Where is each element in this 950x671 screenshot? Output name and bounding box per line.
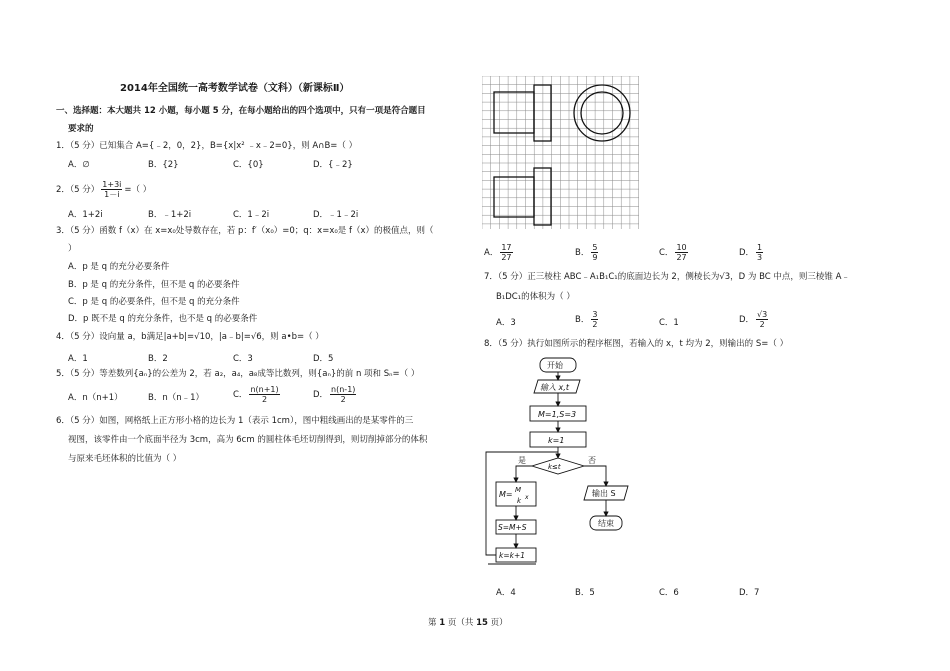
q8-option-a: A．4 [496,588,516,598]
flow-s-update-text: S=M+S [498,523,527,532]
q7-option-d-label: D． [739,315,755,325]
q6-option-a-label: A． [484,248,499,258]
q1-option-b: B．{2} [148,160,179,170]
q6-option-d-num: 1 [757,243,763,252]
q6-option-b [575,243,600,262]
program-flowchart [480,352,640,576]
q6-option-a [484,243,515,262]
q6-stem-cont1: 视图，该零件由一个底面半径为 3cm，高为 6cm 的圆柱体毛坯切削得到，则切削掉部分的体积 [68,435,428,445]
top-view-inner-circle [581,92,623,134]
q3-option-a: A．p 是 q 的充分必要条件 [68,262,170,272]
q7-option-b [575,310,600,329]
flow-end-text: 结束 [598,519,614,528]
q6-option-b-frac [591,243,598,262]
section-header: 一、选择题：本大题共 12 小题，每小题 5 分，在每小题给出的四个选项中，只有一项是符合题目 [56,106,426,116]
q7-option-d-num: √3 [757,310,768,319]
q6-stem: 6．（5 分）如图，网格纸上正方形小格的边长为 1（表示 1cm），图中粗线画出的是某零件的三 [56,416,414,426]
q5-option-d-frac [330,385,356,404]
q6-option-d-label: D． [739,248,755,258]
flow-start-text: 开始 [547,361,563,370]
flow-m-update-num: M [515,486,522,494]
flow-kinit-text: k=1 [548,436,565,445]
q6-option-c-den: 27 [676,253,687,262]
q6-option-d [739,243,765,262]
q6-option-b-den: 9 [592,253,598,262]
front-view-left-rect [494,92,534,133]
q7-option-a: A．3 [496,318,516,328]
q2-frac-num: 1+3i [102,180,122,189]
q5-option-c-frac [249,385,279,404]
grid-lines [482,76,639,229]
q5-option-a: A．n（n+1） [68,393,123,403]
flow-yes-text: 是 [518,456,526,465]
q5-option-c [233,385,282,404]
flow-no-line [584,466,606,486]
page-title: 2014年全国统一高考数学试卷（文科）（新课标Ⅱ） [120,83,350,94]
q3-option-c: C．p 是 q 的必要条件，但不是 q 的充分条件 [68,297,240,307]
q2-stem [56,180,151,199]
q7-option-b-label: B． [575,315,590,325]
side-view-right-rect [534,168,551,225]
q7-option-d-frac [756,310,768,329]
footer-text-3: 页） [490,618,508,628]
q7-option-d [739,310,770,329]
q2-option-c: C．1﹣2i [233,210,270,220]
q1-option-a: A．∅ [68,160,90,170]
section-header-cont: 要求的 [68,124,94,134]
q8-option-c: C．6 [659,588,679,598]
q4-option-d: D．5 [313,354,334,364]
q4-option-a: A．1 [68,354,88,364]
q8-option-d: D．7 [739,588,760,598]
q2-fraction [101,180,122,199]
q6-option-a-num: 17 [501,243,512,252]
q6-option-a-den: 27 [501,253,512,262]
page-footer [428,616,508,628]
q7-option-b-num: 3 [592,310,598,319]
q6-option-b-label: B． [575,248,590,258]
q2-prefix: 2．（5 分） [56,185,100,195]
q4-option-c: C．3 [233,354,253,364]
q7-stem-cont: B₁DC₁的体积为（ ） [496,292,575,302]
flow-m-update-right: x [525,494,529,501]
q5-option-d [313,385,358,404]
q1-stem: 1．（5 分）已知集合 A={﹣2，0，2}，B={x|x² ﹣x﹣2=0}，则 A∩B=（ ） [56,141,358,151]
q6-option-a-frac [500,243,512,262]
q5-option-c-den: 2 [261,395,268,404]
q3-stem-cont: ） [68,244,77,254]
q3-option-d: D．p 既不是 q 的充分条件，也不是 q 的必要条件 [68,314,258,324]
q6-option-c [659,243,690,262]
q6-option-c-label: C． [659,248,674,258]
q5-option-d-label: D． [313,390,329,400]
q5-option-c-label: C． [233,390,248,400]
flow-no-text: 否 [588,456,596,465]
footer-text-2: 页（共 [447,618,474,628]
footer-page-number: 1 [439,618,446,628]
flow-yes-line [516,466,532,482]
q2-suffix: =（ ） [124,185,152,195]
q6-option-c-num: 10 [676,243,687,252]
q4-stem: 4．（5 分）设向量 a，b满足|a+b|=√10，|a﹣b|=√6，则 a•b=（ ） [56,332,324,342]
q7-option-b-frac [591,310,598,329]
q7-stem: 7．（5 分）正三棱柱 ABC﹣A₁B₁C₁的底面边长为 2，侧棱长为√3，D 为 BC 中点，则三棱锥 A﹣ [484,272,850,282]
q5-stem: 5．（5 分）等差数列{aₙ}的公差为 2，若 a₂，a₄，a₈成等比数列，则{aₙ}的前 n 项和 Sₙ=（ ） [56,369,420,379]
q3-stem: 3．（5 分）函数 f（x）在 x=x₀处导数存在，若 p：f′（x₀）=0；q：x=x₀是 f（x）的极值点，则（ [56,226,434,236]
q6-stem-cont2: 与原来毛坯体积的比值为（ ） [68,454,182,464]
q6-option-b-num: 5 [592,243,598,252]
flow-m-update-den: k [517,497,522,505]
q5-option-c-num: n(n+1) [250,385,279,394]
flow-input-text: 输入 x,t [540,383,569,392]
q5-option-b: B．n（n﹣1） [148,393,205,403]
q5-option-d-num: n(n-1) [331,385,356,394]
q5-option-d-den: 2 [340,395,346,404]
q1-option-c: C．{0} [233,160,264,170]
q2-option-a: A．1+2i [68,210,103,220]
q7-option-d-den: 2 [759,320,765,329]
flow-condition-text: k≤t [548,463,561,471]
q4-option-b: B．2 [148,354,168,364]
flow-output-text: 输出 S [592,489,616,498]
q3-option-b: B．p 是 q 的充分条件，但不是 q 的必要条件 [68,280,240,290]
footer-total-pages: 15 [476,618,488,628]
flow-init-text: M=1,S=3 [538,410,577,419]
flow-m-update-left: M= [499,490,513,499]
q2-option-d: D．﹣1﹣2i [313,210,359,220]
q7-option-c: C．1 [659,318,679,328]
q2-frac-den: 1－i [104,190,120,199]
q8-stem: 8．（5 分）执行如图所示的程序框图，若输入的 x，t 均为 2，则输出的 S=（ ） [484,339,789,349]
flow-k-update-text: k=k+1 [499,551,526,560]
q7-option-b-den: 2 [592,320,598,329]
q1-option-d: D．{﹣2} [313,160,353,170]
side-view-left-rect [494,177,534,217]
q6-option-d-den: 3 [757,253,763,262]
footer-text-1: 第 [428,618,437,628]
q6-option-d-frac [756,243,763,262]
three-view-grid-figure [482,76,640,230]
q6-option-c-frac [675,243,687,262]
q2-option-b: B．﹣1+2i [148,210,192,220]
q8-option-b: B．5 [575,588,595,598]
